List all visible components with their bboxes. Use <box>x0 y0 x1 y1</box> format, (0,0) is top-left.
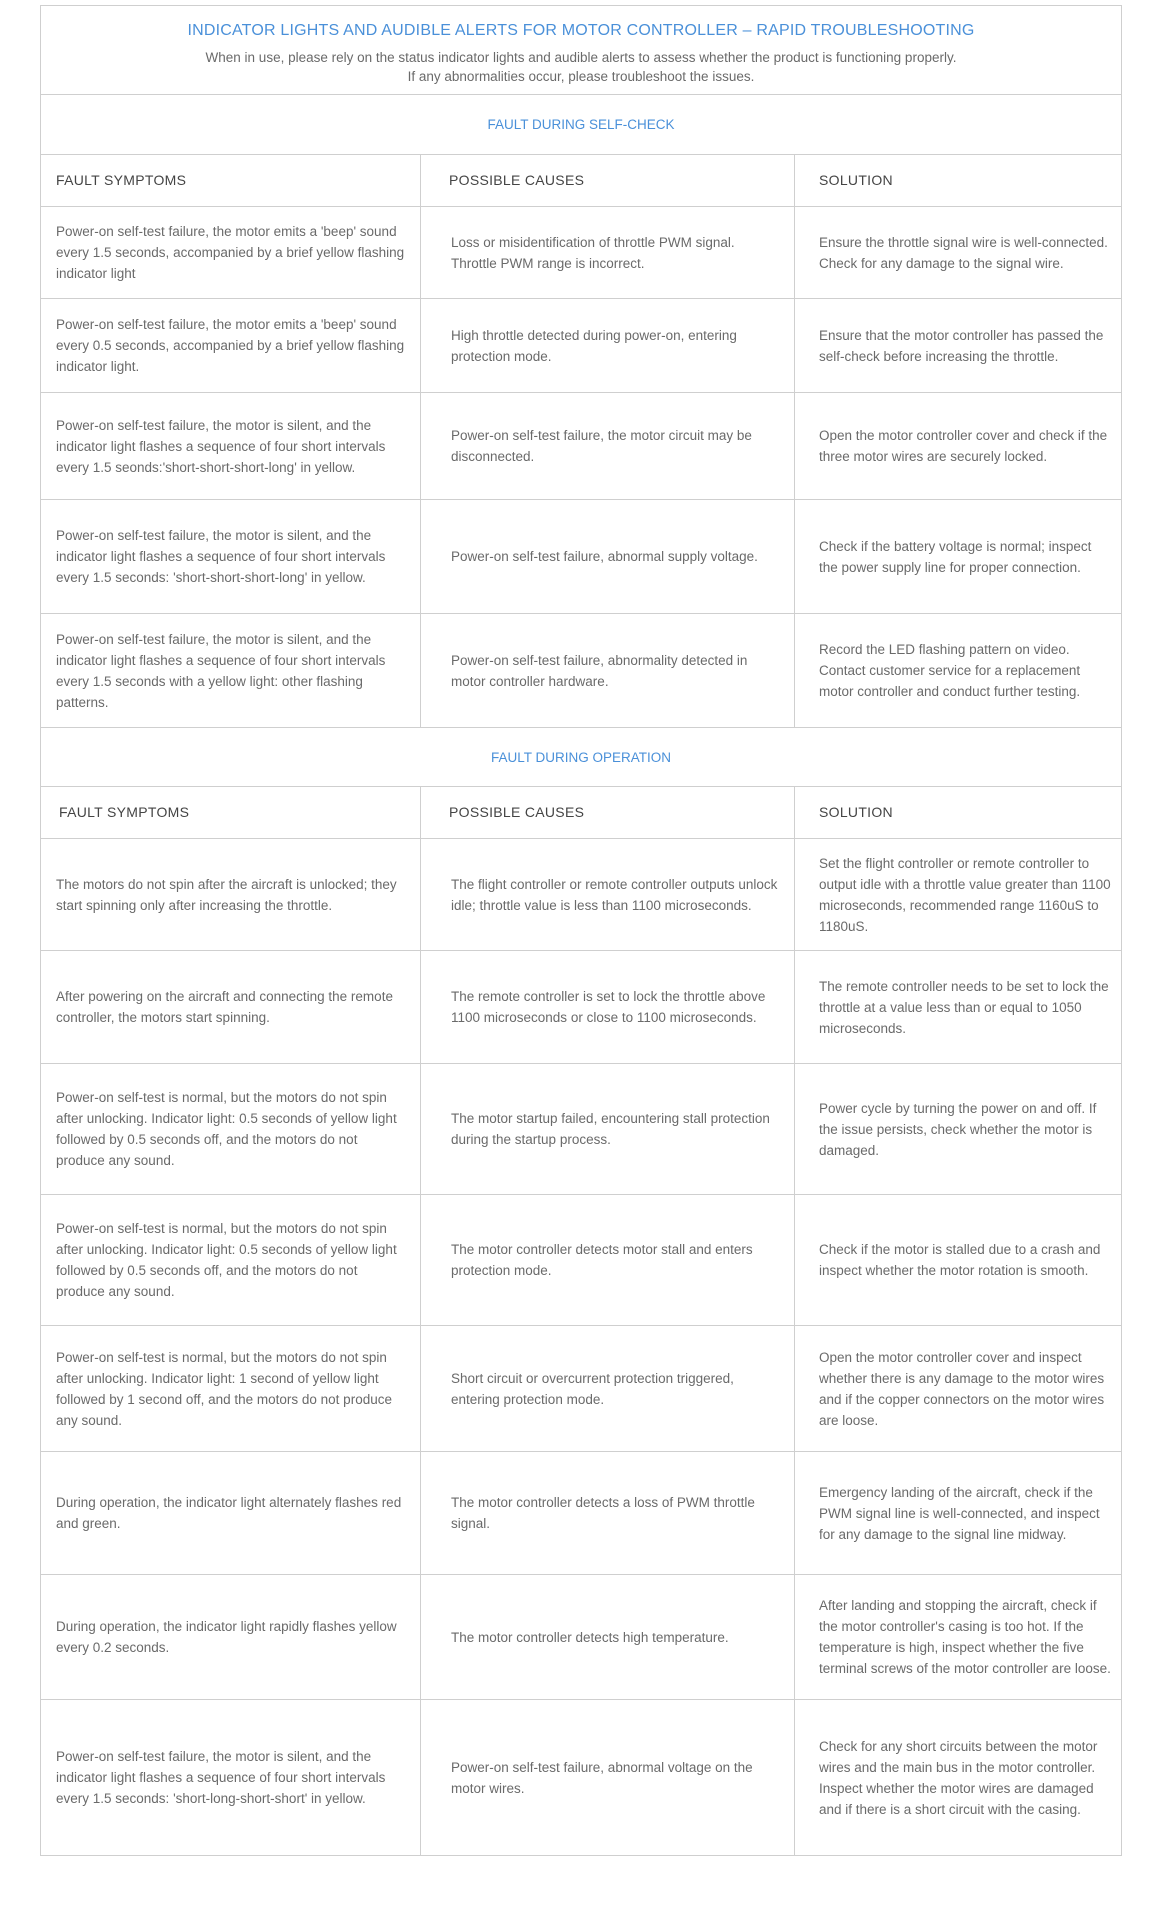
solution: Open the motor controller cover and check if the three motor wires are securely locked. <box>819 428 1108 464</box>
column-header-solution: SOLUTION <box>819 172 893 188</box>
table-row <box>41 500 1121 614</box>
possible-cause: The motor startup failed, encountering stall protection during the startup process. <box>421 1064 795 1194</box>
table-row <box>41 1700 1121 1855</box>
intro-line-2: If any abnormalities occur, please troubleshoot the issues. <box>407 69 755 84</box>
table-row <box>41 951 1121 1064</box>
table-row <box>41 207 1121 299</box>
fault-symptom: During operation, the indicator light rapidly flashes yellow every 0.2 seconds. <box>41 1575 421 1699</box>
solution: Check if the battery voltage is normal; inspect the power supply line for proper connection. <box>819 538 1092 575</box>
table-row <box>41 1064 1121 1195</box>
column-header-solution: SOLUTION <box>819 804 893 820</box>
table-row <box>41 1575 1121 1700</box>
fault-symptom: Power-on self-test is normal, but the motors do not spin after unlocking. Indicator light: 0.5 seconds of yellow light followed by 0.5 seconds off, and the motors do not produce any sound. <box>41 1064 421 1194</box>
intro-line-1: When in use, please rely on the status indicator lights and audible alerts to assess whether the product is functioning properly. <box>205 50 957 65</box>
solution: Set the flight controller or remote controller to output idle with a throttle value greater than 1100 microseconds, recommended range 1160uS to 1180uS. <box>819 855 1111 934</box>
column-header-symptoms: FAULT SYMPTOMS <box>41 155 421 206</box>
table-row <box>41 1326 1121 1452</box>
table-row <box>41 299 1121 393</box>
fault-symptom: Power-on self-test failure, the motor emits a 'beep' sound every 0.5 seconds, accompanied by a brief yellow flashing indicator light. <box>41 299 421 392</box>
possible-cause: Loss or misidentification of throttle PWM signal. Throttle PWM range is incorrect. <box>421 207 795 298</box>
section-title-self-check: FAULT DURING SELF-CHECK <box>41 95 1121 155</box>
fault-symptom: Power-on self-test failure, the motor is silent, and the indicator light flashes a sequence of four short intervals every 1.5 seconds with a yellow light: other flashing patterns. <box>41 614 421 727</box>
possible-cause: The motor controller detects high temperature. <box>421 1575 795 1699</box>
section-title-operation: FAULT DURING OPERATION <box>41 728 1121 787</box>
possible-cause: Power-on self-test failure, the motor circuit may be disconnected. <box>421 393 795 499</box>
column-header-causes: POSSIBLE CAUSES <box>421 787 795 838</box>
page-title: INDICATOR LIGHTS AND AUDIBLE ALERTS FOR MOTOR CONTROLLER – RAPID TROUBLESHOOTING <box>187 22 975 39</box>
possible-cause: The motor controller detects a loss of PWM throttle signal. <box>421 1452 795 1574</box>
possible-cause: The flight controller or remote controller outputs unlock idle; throttle value is less than 1100 microseconds. <box>421 839 795 950</box>
possible-cause: The motor controller detects motor stall and enters protection mode. <box>421 1195 795 1325</box>
fault-symptom: Power-on self-test failure, the motor is silent, and the indicator light flashes a sequence of four short intervals every 1.5 seconds: 'short-long-short-short' in yellow. <box>41 1700 421 1855</box>
fault-symptom: After powering on the aircraft and connecting the remote controller, the motors start spinning. <box>41 951 421 1063</box>
solution: Ensure the throttle signal wire is well-connected. Check for any damage to the signal wire. <box>819 234 1108 271</box>
solution: Record the LED flashing pattern on video. Contact customer service for a replacement motor controller and conduct further testing. <box>819 642 1081 699</box>
fault-symptom: The motors do not spin after the aircraft is unlocked; they start spinning only after increasing the throttle. <box>41 839 421 950</box>
solution: Emergency landing of the aircraft, check if the PWM signal line is well-connected, and inspect for any damage to the signal line midway. <box>819 1484 1100 1542</box>
fault-symptom: Power-on self-test failure, the motor emits a 'beep' sound every 1.5 seconds, accompanied by a brief yellow flashing indicator light <box>41 207 421 298</box>
solution: The remote controller needs to be set to lock the throttle at a value less than or equal to 1050 microseconds. <box>819 978 1109 1036</box>
table-row <box>41 1195 1121 1326</box>
solution: Ensure that the motor controller has passed the self-check before increasing the throttle. <box>819 327 1104 364</box>
table-row <box>41 614 1121 728</box>
table-row <box>41 839 1121 951</box>
fault-symptom: Power-on self-test failure, the motor is silent, and the indicator light flashes a sequence of four short intervals every 1.5 seonds:'short-short-short-long' in yellow. <box>41 393 421 499</box>
possible-cause: High throttle detected during power-on, entering protection mode. <box>421 299 795 392</box>
possible-cause: Power-on self-test failure, abnormal voltage on the motor wires. <box>421 1700 795 1855</box>
table-row <box>41 393 1121 500</box>
fault-symptom: Power-on self-test failure, the motor is silent, and the indicator light flashes a sequence of four short intervals every 1.5 seconds: 'short-short-short-long' in yellow. <box>41 500 421 613</box>
column-header-symptoms: FAULT SYMPTOMS <box>41 787 421 838</box>
solution: Open the motor controller cover and inspect whether there is any damage to the motor wires and if the copper connectors on the motor wires are loose. <box>819 1349 1105 1428</box>
fault-symptom: Power-on self-test is normal, but the motors do not spin after unlocking. Indicator light: 1 second of yellow light followed by 1 second off, and the motors do not produce any sound. <box>41 1326 421 1451</box>
solution: After landing and stopping the aircraft, check if the motor controller's casing is too hot. If the temperature is high, inspect whether the five terminal screws of the motor controller are loose. <box>819 1598 1111 1676</box>
table-header <box>41 6 1121 95</box>
solution: Power cycle by turning the power on and off. If the issue persists, check whether the motor is damaged. <box>819 1100 1097 1158</box>
possible-cause: Short circuit or overcurrent protection triggered, entering protection mode. <box>421 1326 795 1451</box>
fault-symptom: Power-on self-test is normal, but the motors do not spin after unlocking. Indicator light: 0.5 seconds of yellow light followed by 0.5 seconds off, and the motors do not produce any sound. <box>41 1195 421 1325</box>
column-header-row <box>41 787 1121 839</box>
table-row <box>41 1452 1121 1575</box>
possible-cause: Power-on self-test failure, abnormality detected in motor controller hardware. <box>421 614 795 727</box>
possible-cause: The remote controller is set to lock the throttle above 1100 microseconds or close to 1100 microseconds. <box>421 951 795 1063</box>
solution: Check for any short circuits between the motor wires and the main bus in the motor controller. Inspect whether the motor wires are damaged and if there is a short circuit with the casing. <box>819 1738 1098 1817</box>
fault-symptom: During operation, the indicator light alternately flashes red and green. <box>41 1452 421 1574</box>
solution: Check if the motor is stalled due to a crash and inspect whether the motor rotation is smooth. <box>819 1242 1101 1278</box>
troubleshooting-table <box>40 5 1122 1856</box>
column-header-row <box>41 155 1121 207</box>
column-header-causes: POSSIBLE CAUSES <box>421 155 795 206</box>
possible-cause: Power-on self-test failure, abnormal supply voltage. <box>421 500 795 613</box>
